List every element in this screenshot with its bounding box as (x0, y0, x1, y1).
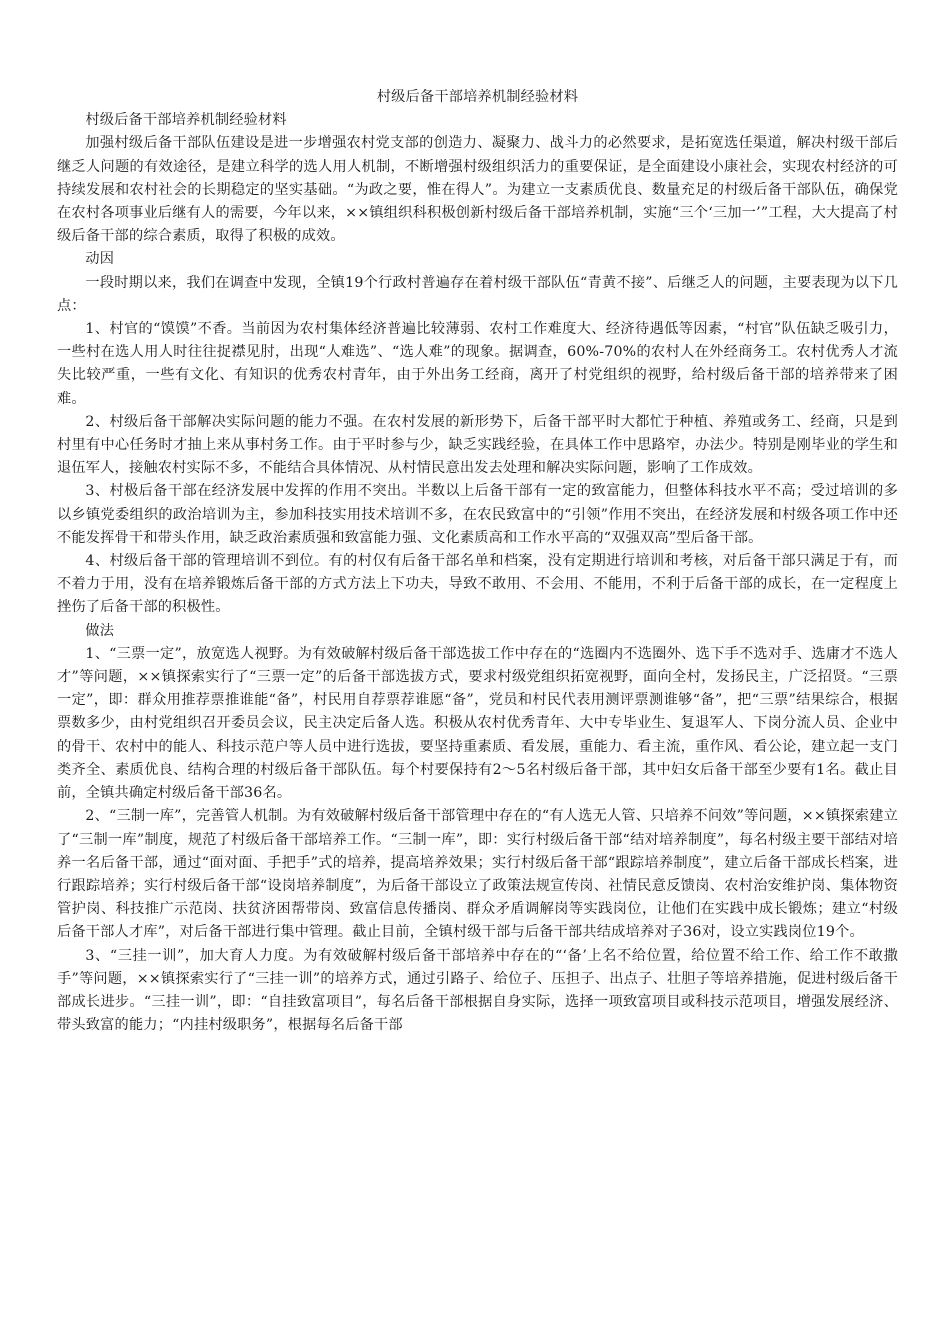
body-paragraph: 一段时期以来，我们在调查中发现，全镇19个行政村普遍存在着村级干部队伍“青黄不接”、后继乏人的问题，主要表现为以下几点： (57, 274, 898, 314)
section-heading: 做法 (85, 622, 115, 639)
body-paragraph: 4、村级后备干部的管理培训不到位。有的村仅有后备干部名单和档案，没有定期进行培训和考核，对后备干部只满足于有，而不着力于用，没有在培养锻炼后备干部的方式方法上下功夫，导致不敢用、不会用、不能用，不利于后备干部的成长，在一定程度上挫伤了后备干部的积极性。 (57, 553, 898, 616)
body-paragraph: 3、“三挂一训”，加大育人力度。为有效破解村级后备干部培养中存在的“‘备’上名不给位置，给位置不给工作、给工作不敢撒手”等问题，××镇探索实行了“三挂一训”的培养方式，通过引路子、给位子、压担子、出点子、壮胆子等培养措施，促进村级后备干部成长进步。“三挂一训”，即：“自挂致富项目”，每名后备干部根据自身实际，选择一项致富项目或科技示范项目，增强发展经济、带头致富的能力；“内挂村级职务”，根据每名后备干部 (57, 947, 898, 1034)
body-paragraph: 2、村级后备干部解决实际问题的能力不强。在农村发展的新形势下，后备干部平时大都忙于种植、养殖或务工、经商，只是到村里有中心任务时才抽上来从事村务工作。由于平时参与少，缺乏实践经验，在具体工作中思路窄，办法少。特别是刚毕业的学生和退伍军人，接触农村实际不多，不能结合具体情况、从村情民意出发去处理和解决实际问题，影响了工作成效。 (57, 413, 898, 477)
body-paragraph: 1、“三票一定”，放宽选人视野。为有效破解村级后备干部选拔工作中存在的“选圈内不选圈外、选下手不选对手、选庸才不选人才”等问题，××镇探索实行了“三票一定”的后备干部选拔方式，要求村级党组织拓宽视野，面向全村，发扬民主，广泛招贤。“三票一定”，即：群众用推荐票推谁能“备”，村民用自荐票荐谁愿“备”，党员和村民代表用测评票测谁够“备”，把“三票”结果综合，根据票数多少，由村党组织召开委员会议，民主决定后备人选。积极从农村优秀青年、大中专毕业生、复退军人、下岗分流人员、企业中的骨干、农村中的能人、科技示范户等人员中进行选拔，要坚持重素质、看发展，重能力、看主流，重作风、看公论，建立起一支门类齐全、素质优良、结构合理的村级后备干部队伍。每个村要保持有2～5名村级后备干部，其中妇女后备干部至少要有1名。截止目前，全镇共确定村级后备干部36名。 (57, 645, 898, 802)
body-paragraph: 2、“三制一库”，完善管人机制。为有效破解村级后备干部管理中存在的“有人选无人管、只培养不问效”等问题，××镇探索建立了“三制一库”制度，规范了村级后备干部培养工作。“三制一库”，即：实行村级后备干部“结对培养制度”，每名村级主要干部结对培养一名后备干部，通过“面对面、手把手”式的培养，提高培养效果；实行村级后备干部“跟踪培养制度”，建立后备干部成长档案，进行跟踪培养；实行村级后备干部“设岗培养制度”，为后备干部设立了政策法规宣传岗、社情民意反馈岗、农村治安维护岗、集体物资管护岗、科技推广示范岗、扶贫济困帮带岗、致富信息传播岗、群众矛盾调解岗等实践岗位，让他们在实践中成长锻炼；建立“村级后备干部人才库”，对后备干部进行集中管理。截止目前，全镇村级干部与后备干部共结成培养对子36对，设立实践岗位19个。 (57, 808, 898, 941)
document-title: 村级后备干部培养机制经验材料 (376, 89, 579, 105)
document-body (57, 109, 898, 1037)
body-paragraph: 3、村极后备干部在经济发展中发挥的作用不突出。半数以上后备干部有一定的致富能力，但整体科技水平不高；受过培训的多以乡镇党委组织的政治培训为主，参加科技实用技术培训不多，在农民致富中的“引领”作用不突出，在经济发展和村级各项工作中还不能发挥骨干和带头作用，缺乏政治素质强和致富能力强、文化素质高和工作水平高的“双强双高”型后备干部。 (57, 483, 898, 546)
body-paragraph: 1、村官的“馍馍”不香。当前因为农村集体经济普遍比较薄弱、农村工作难度大、经济待遇低等因素，“村官”队伍缺乏吸引力，一些村在选人用人时往往捉襟见肘，出现“人难选”、“选人难”的现象。据调查，60%-70%的农村人在外经商务工。农村优秀人才流失比较严重，一些有文化、有知识的优秀农村青年，由于外出务工经商，离开了村党组织的视野，给村级后备干部的培养带来了困难。 (57, 321, 898, 407)
body-paragraph: 加强村级后备干部队伍建设是进一步增强农村党支部的创造力、凝聚力、战斗力的必然要求，是拓宽选任渠道，解决村级干部后继乏人问题的有效途径，是建立科学的选人用人机制，不断增强村级组织活力的重要保证，是全面建设小康社会，实现农村经济的可持续发展和农村社会的长期稳定的坚实基础。“为政之要，惟在得人”。为建立一支素质优良、数量充足的村级后备干部队伍，确保党在农村各项事业后继有人的需要，今年以来，××镇组织科积极创新村级后备干部培养机制，实施“三个‘三加一’”工程，大大提高了村级后备干部的综合素质，取得了积极的成效。 (57, 135, 898, 245)
section-heading: 动因 (85, 251, 115, 268)
document-page (57, 86, 898, 1037)
section-heading: 村级后备干部培养机制经验材料 (85, 112, 287, 129)
